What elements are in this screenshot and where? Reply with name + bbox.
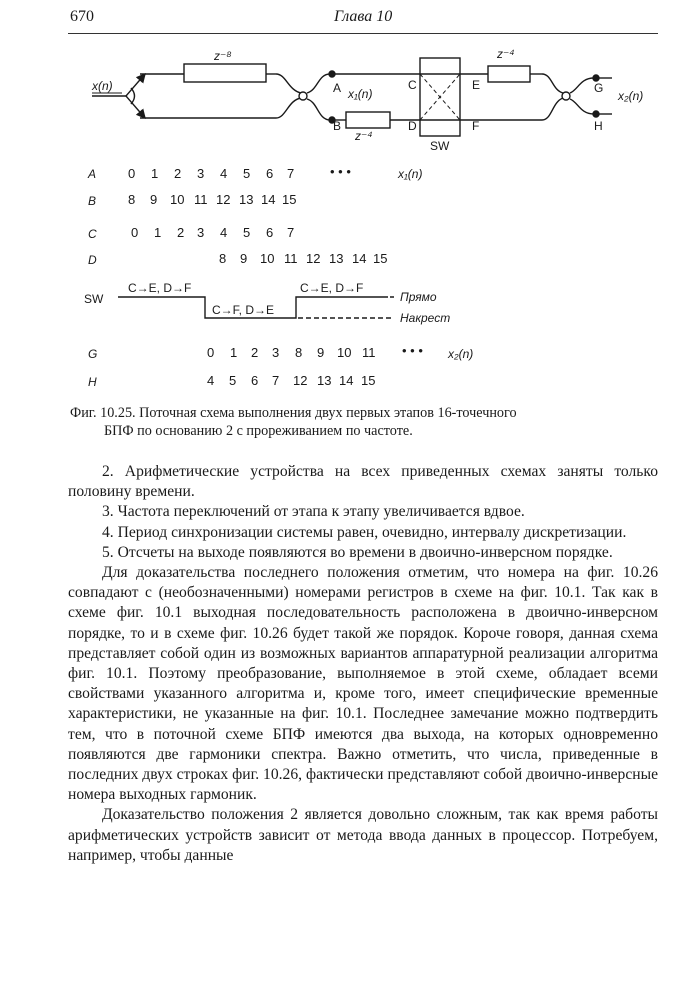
row-a-cell: 1 [151, 166, 159, 181]
row-g-tag: x₂(n) [448, 347, 474, 361]
row-b-cell: 12 [216, 192, 231, 207]
figure-caption [70, 404, 665, 440]
row-b-cell: 14 [261, 192, 276, 207]
row-h-cell: 5 [229, 373, 237, 388]
row-label-g: G [88, 347, 98, 361]
delay-z4-right-box [488, 66, 530, 82]
sw-state-1: C→E, D→F [128, 281, 192, 295]
row-a-ellipsis: • • • [330, 164, 351, 179]
row-g-cell: 10 [337, 345, 352, 360]
mid-signal-label: x₁(n) [348, 87, 373, 101]
row-h-cell: 12 [293, 373, 308, 388]
row-c-cell: 2 [177, 225, 185, 240]
body-text [68, 462, 658, 866]
row-h-cell: 7 [272, 373, 280, 388]
row-a-cell: 0 [128, 166, 136, 181]
row-b-cell: 15 [282, 192, 297, 207]
legend-cross: Накрест [400, 311, 451, 325]
delay-z8-box [184, 64, 266, 82]
delay-z8-label: z⁻⁸ [214, 49, 232, 63]
row-b-cell: 8 [128, 192, 136, 207]
switch-label: SW [430, 139, 450, 153]
row-c-cell: 3 [197, 225, 205, 240]
node-c-label: C [408, 78, 417, 92]
timing-table [84, 164, 473, 389]
row-b-cell: 10 [170, 192, 185, 207]
row-a-cell: 7 [287, 166, 295, 181]
row-g-cell: 3 [272, 345, 280, 360]
row-d-cell: 14 [352, 251, 367, 266]
paragraph-continuation: Доказательство положения 2 является довольно сложным, так как время работы арифметических устройств зависит от метода ввода данных в процессор. Потребуем, например, чтобы данные [68, 806, 658, 864]
row-d-cell: 10 [260, 251, 275, 266]
row-a-cell: 5 [243, 166, 251, 181]
paragraph-item-3: 3. Частота переключений от этапа к этапу увеличивается вдвое. [102, 503, 525, 521]
row-h-cell: 14 [339, 373, 354, 388]
node-f-label: F [472, 119, 480, 133]
row-c-cell: 5 [243, 225, 251, 240]
node-h-label: H [594, 119, 603, 133]
row-label-a: A [88, 167, 97, 181]
row-d-cell: 8 [219, 251, 227, 266]
input-switch-arm-bottom [126, 96, 145, 118]
running-head: Глава 10 [334, 8, 393, 25]
sw-row-label: SW [84, 292, 104, 306]
row-d-cell: 9 [240, 251, 248, 266]
row-g-cell: 8 [295, 345, 303, 360]
row-label-h: H [88, 375, 97, 389]
sw-state-3: C→E, D→F [300, 281, 364, 295]
row-g-cell: 11 [362, 345, 376, 360]
row-h-cell: 6 [251, 373, 259, 388]
page-number: 670 [70, 8, 94, 25]
row-label-d: D [88, 253, 97, 267]
caption-line-1: Фиг. 10.25. Поточная схема выполнения двух первых этапов 16-точечного [70, 405, 517, 421]
row-g-cell: 0 [207, 345, 215, 360]
row-d-cell: 12 [306, 251, 321, 266]
row-c-cell: 1 [154, 225, 162, 240]
butterfly-1 [299, 92, 307, 100]
row-c-cell: 6 [266, 225, 274, 240]
row-g-cell: 9 [317, 345, 325, 360]
delay-z4-middle-label: z⁻⁴ [355, 129, 373, 143]
paragraph-proof: Для доказательства последнего положения отметим, что номера на фиг. 10.26 совпадают с (необозначенными) номерами регистров в схеме на фиг. 10.1. Так как в схеме фиг. 10.1 выходная последовательность расположена в двоично-инверсном порядке, то и в схеме фиг. 10.26 будет такой же порядок. Короче говоря, данная схема представляет собой один из возможных вариантов аппаратурной реализации алгоритма фиг. 10.1. Поэтому преобразование, выполняемое в этой схеме, обладает всеми свойствами указанного алгоритма и, кроме того, имеет специфические временные характеристики, не указанные на фиг. 10.1. Последнее замечание можно подтвердить тем, что в поточной схеме БПФ имеются два выхода, на которых одновременно появляются две гармоники спектра. Важно отметить, что числа, приведенные в последних двух строках фиг. 10.26, фактически представляют собой двоично-инверсные номера выходных гармоник. [68, 564, 658, 804]
row-h-cell: 13 [317, 373, 332, 388]
row-h-cell: 15 [361, 373, 376, 388]
node-a-label: A [333, 81, 342, 95]
paragraph-item-4: 4. Период синхронизации системы равен, очевидно, интервалу дискретизации. [102, 523, 627, 541]
paragraph-item-2: 2. Арифметические устройства на всех приведенных схемах заняты только половину времени. [68, 463, 658, 501]
node-d-label: D [408, 119, 417, 133]
caption-line-2: БПФ по основанию 2 с прореживанием по частоте. [104, 423, 413, 439]
row-a-cell: 3 [197, 166, 205, 181]
sw-state-2: C→F, D→E [212, 303, 275, 317]
row-d-cell: 13 [329, 251, 344, 266]
row-c-cell: 7 [287, 225, 295, 240]
output-label: x₂(n) [618, 89, 644, 103]
row-label-b: B [88, 194, 97, 208]
row-g-ellipsis: • • • [402, 343, 423, 358]
row-d-cell: 15 [373, 251, 388, 266]
paragraph-item-5: 5. Отсчеты на выходе появляются во времени в двоично-инверсном порядке. [102, 543, 613, 561]
row-g-cell: 2 [251, 345, 259, 360]
row-a-tag: x₁(n) [398, 167, 423, 181]
row-a-cell: 2 [174, 166, 182, 181]
row-c-cell: 4 [220, 225, 228, 240]
row-g-cell: 1 [230, 345, 238, 360]
row-a-cell: 4 [220, 166, 228, 181]
row-b-cell: 9 [150, 192, 158, 207]
butterfly-2 [562, 92, 570, 100]
node-g-label: G [594, 81, 604, 95]
delay-z4-middle-box [346, 112, 390, 128]
row-d-cell: 11 [284, 251, 298, 266]
row-a-cell: 6 [266, 166, 274, 181]
input-label: x(n) [92, 79, 113, 93]
row-b-cell: 13 [239, 192, 254, 207]
node-b-label: B [333, 119, 342, 133]
delay-z4-right-label: z⁻⁴ [497, 47, 515, 61]
row-b-cell: 11 [194, 192, 208, 207]
row-h-cell: 4 [207, 373, 215, 388]
legend-direct: Прямо [400, 290, 437, 304]
input-switch-arm-top [126, 74, 145, 96]
figure-10-25 [0, 0, 700, 400]
row-label-c: C [88, 227, 97, 241]
node-e-label: E [472, 78, 481, 92]
row-c-cell: 0 [131, 225, 139, 240]
